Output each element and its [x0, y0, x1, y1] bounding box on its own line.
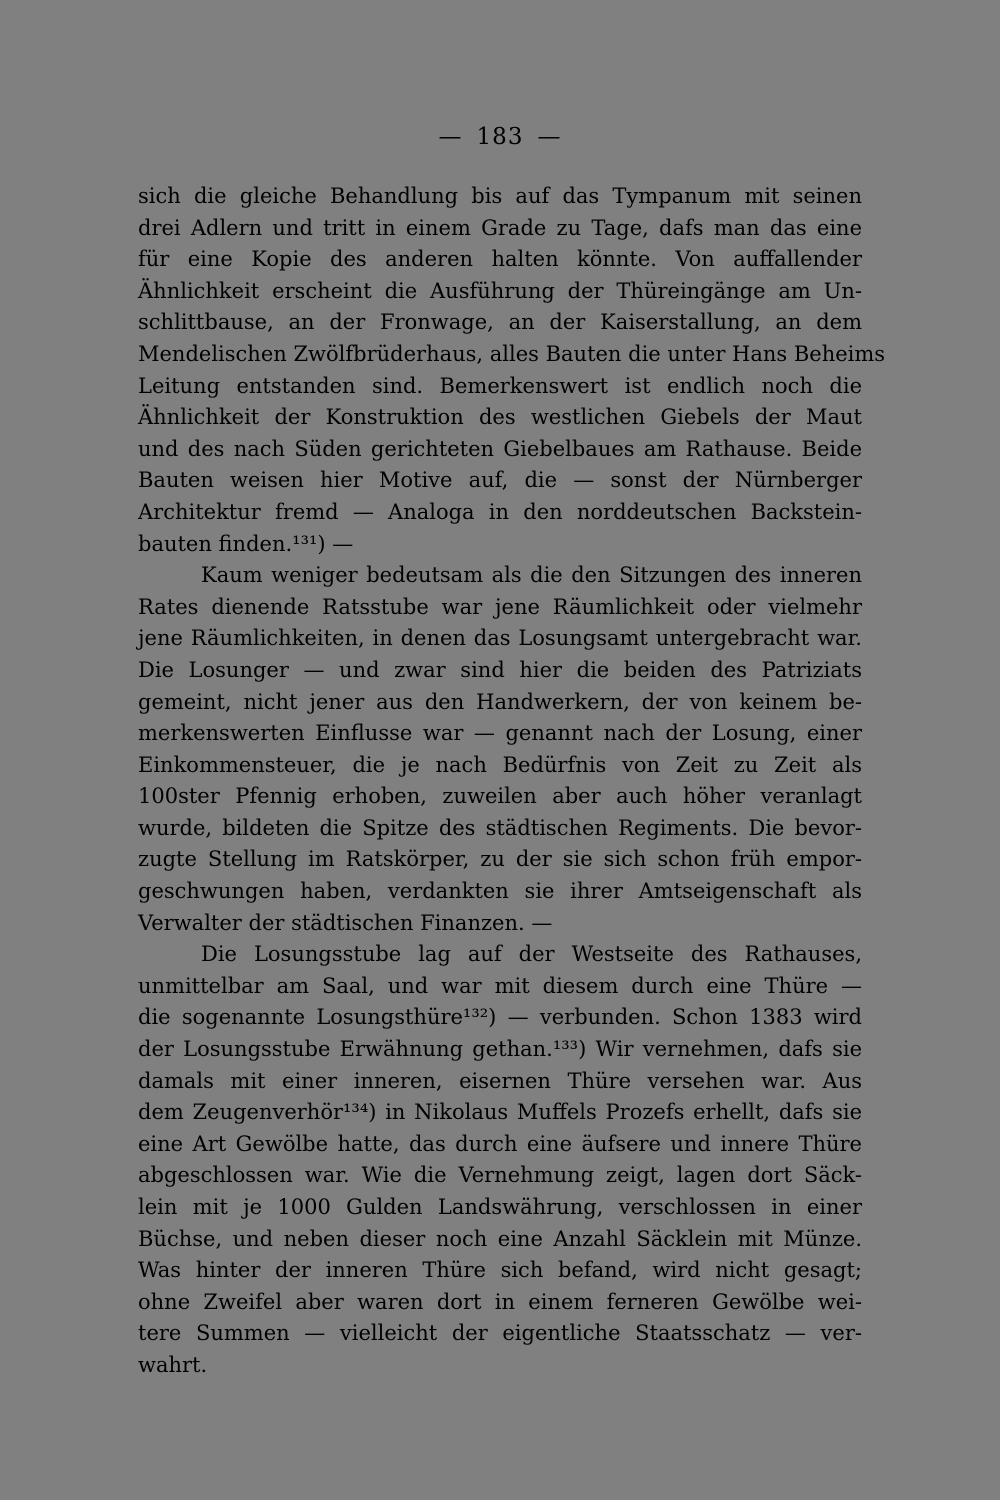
- paragraph-start-line: Die Losungsstube lag auf der Westseite des Rathauses,: [201, 942, 862, 967]
- text-line: damals mit einer inneren, eisernen Thüre versehen war. Aus: [138, 1068, 862, 1093]
- text-line: Ähnlichkeit erscheint die Ausführung der Thüreingänge am Un-: [138, 278, 862, 303]
- text-line: dem Zeugenverhör¹³⁴) in Nikolaus Muffels Prozefs erhellt, dafs sie: [138, 1100, 862, 1125]
- text-line: die sogenannte Losungsthüre¹³²) — verbunden. Schon 1383 wird: [138, 1005, 862, 1030]
- text-line: drei Adlern und tritt in einem Grade zu Tage, dafs man das eine: [138, 215, 862, 240]
- text-line: Was hinter der inneren Thüre sich befand, wird nicht gesagt;: [138, 1258, 862, 1283]
- header-dash-right: —: [537, 124, 562, 150]
- text-line: eine Art Gewölbe hatte, das durch eine äufsere und innere Thüre: [138, 1131, 862, 1156]
- page-number: 183: [476, 124, 524, 150]
- text-line: schlittbause, an der Fronwage, an der Kaiserstallung, an dem: [138, 310, 862, 335]
- text-line: ohne Zweifel aber waren dort in einem ferneren Gewölbe wei-: [138, 1289, 862, 1314]
- page-number-header: [0, 122, 1000, 152]
- text-line: Bauten weisen hier Motive auf, die — sonst der Nürnberger: [138, 468, 862, 493]
- text-line: tere Summen — vielleicht der eigentliche Staatsschatz — ver-: [138, 1321, 862, 1346]
- text-line: der Losungsstube Erwähnung gethan.¹³³) Wir vernehmen, dafs sie: [138, 1037, 862, 1062]
- text-line: Die Losunger — und zwar sind hier die beiden des Patriziats: [138, 657, 862, 682]
- text-line: Ähnlichkeit der Konstruktion des westlichen Giebels der Maut: [138, 405, 862, 430]
- text-line: Mendelischen Zwölfbrüderhaus, alles Bauten die unter Hans Beheims: [138, 341, 886, 366]
- text-line: Rates dienende Ratsstube war jene Räumlichkeit oder vielmehr: [138, 594, 862, 619]
- text-line: sich die gleiche Behandlung bis auf das Tympanum mit seinen: [138, 184, 862, 208]
- text-line: geschwungen haben, verdankten sie ihrer Amtseigenschaft als: [138, 879, 862, 904]
- text-line: Einkommensteuer, die je nach Bedürfnis von Zeit zu Zeit als: [138, 752, 862, 777]
- text-line: Leitung entstanden sind. Bemerkenswert ist endlich noch die: [138, 373, 862, 398]
- paragraph-end-line: bauten finden.¹³¹) —: [138, 531, 354, 556]
- text-line: abgeschlossen war. Wie die Vernehmung zeigt, lagen dort Säck-: [138, 1163, 862, 1188]
- paragraph-end-line: wahrt.: [138, 1352, 208, 1377]
- text-line: für eine Kopie des anderen halten könnte. Von auffallender: [138, 247, 862, 272]
- paragraph-end-line: Verwalter der städtischen Finanzen. —: [138, 910, 553, 935]
- text-line: 100ster Pfennig erhoben, zuweilen aber auch höher veranlagt: [138, 784, 862, 809]
- body-text: [138, 181, 886, 1382]
- paragraph-start-line: Kaum weniger bedeutsam als die den Sitzungen des inneren: [201, 563, 862, 588]
- text-line: Büchse, und neben dieser noch eine Anzahl Säcklein mit Münze.: [138, 1226, 862, 1251]
- text-line: unmittelbar am Saal, und war mit diesem durch eine Thüre —: [138, 973, 862, 998]
- text-line: gemeint, nicht jener aus den Handwerkern, der von keinem be-: [138, 689, 862, 714]
- text-line: zugte Stellung im Ratskörper, zu der sie sich schon früh empor-: [138, 847, 862, 872]
- text-line: wurde, bildeten die Spitze des städtischen Regiments. Die bevor-: [138, 815, 862, 840]
- header-dash-left: —: [438, 124, 463, 150]
- text-line: lein mit je 1000 Gulden Landswährung, verschlossen in einer: [138, 1195, 862, 1219]
- text-line: merkenswerten Einflusse war — genannt nach der Losung, einer: [138, 721, 862, 746]
- text-line: Architektur fremd — Analoga in den norddeutschen Backstein-: [138, 499, 862, 524]
- text-line: jene Räumlichkeiten, in denen das Losungsamt untergebracht war.: [138, 626, 862, 651]
- text-line: und des nach Süden gerichteten Giebelbaues am Rathause. Beide: [138, 436, 862, 461]
